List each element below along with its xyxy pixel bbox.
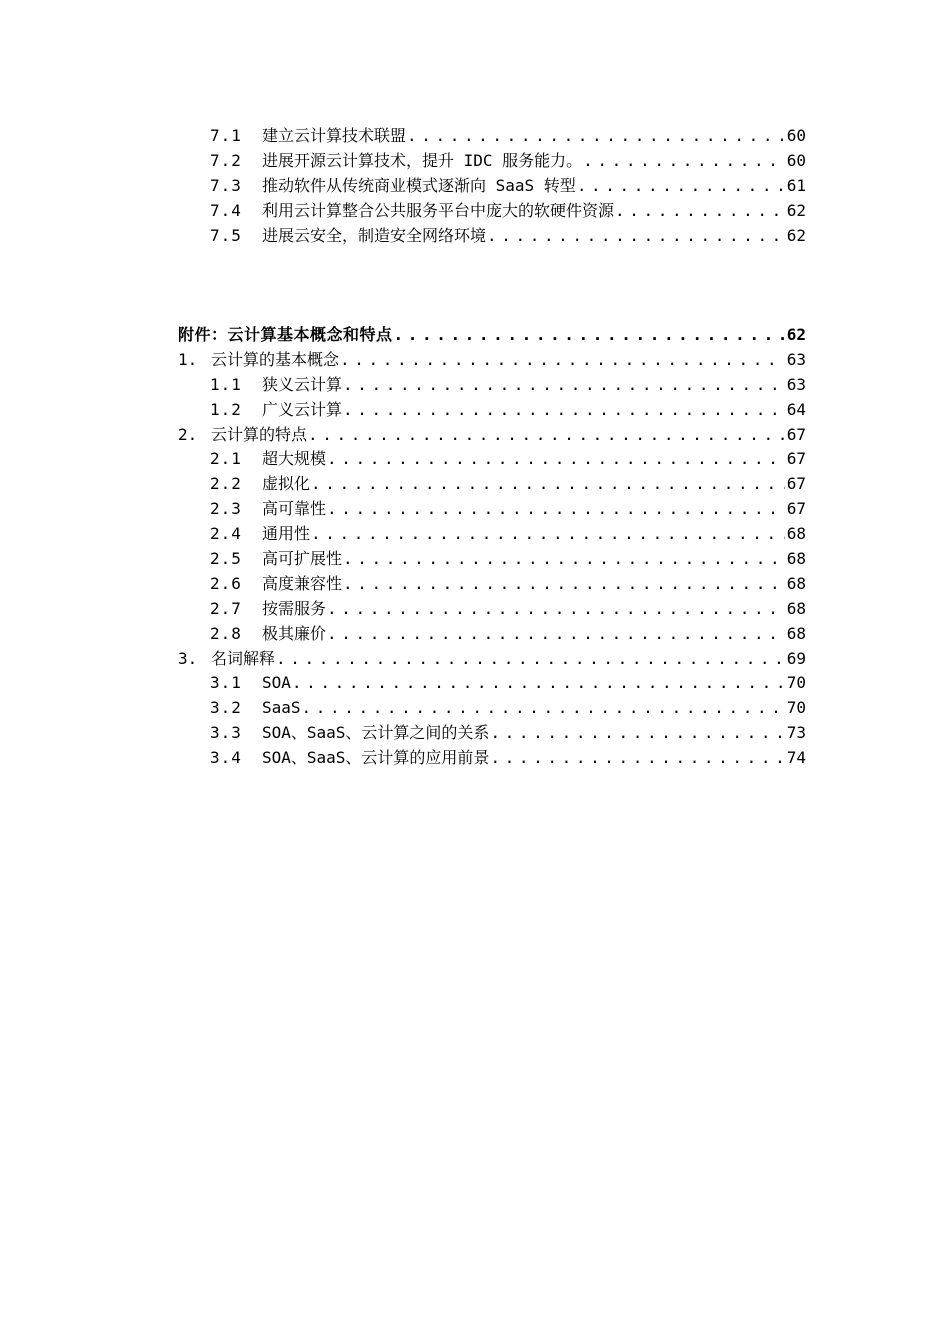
toc-entry[interactable]	[178, 746, 806, 771]
dot-leader	[490, 721, 784, 746]
dot-leader	[276, 647, 785, 672]
toc-entry-page-number: 67	[786, 424, 806, 444]
toc-entry-number: 2.6	[210, 573, 242, 593]
dot-leader	[292, 671, 785, 696]
toc-entry[interactable]	[178, 174, 806, 199]
toc-entry-number: 3.	[178, 648, 198, 668]
toc-entry-title: 通用性	[262, 524, 311, 544]
toc-entry-number: 2.4	[210, 524, 242, 544]
toc-entry-number: 1.	[178, 349, 198, 369]
toc-entry[interactable]	[178, 671, 806, 696]
toc-entry-number: 2.2	[210, 474, 242, 494]
toc-entry[interactable]	[178, 647, 806, 672]
toc-entry-page-number: 70	[786, 698, 806, 718]
toc-entry-page-number: 68	[786, 573, 806, 593]
toc-entry[interactable]	[178, 149, 806, 174]
dot-leader	[615, 199, 785, 224]
toc-entry-title: 高可扩展性	[262, 549, 343, 569]
toc-entry[interactable]	[178, 622, 806, 647]
toc-entry-number: 3.4	[210, 748, 242, 768]
dot-leader	[394, 323, 785, 348]
toc-entry-title: 按需服务	[262, 598, 327, 618]
toc-section-appendix	[178, 323, 806, 771]
toc-entry-number: 3.2	[210, 698, 242, 718]
toc-entry-page-number: 67	[786, 474, 806, 494]
dot-leader	[340, 348, 785, 373]
toc-entry[interactable]	[178, 572, 806, 597]
toc-entry-page-number: 68	[786, 524, 806, 544]
toc-entry-page-number: 62	[786, 200, 806, 220]
toc-entry[interactable]	[178, 224, 806, 249]
toc-entry-number: 2.5	[210, 549, 242, 569]
toc-entry-title: 附件：云计算基本概念和特点	[178, 325, 393, 344]
toc-entry-number: 7.1	[210, 126, 242, 145]
toc-entry-title: 利用云计算整合公共服务平台中庞大的软硬件资源	[262, 200, 615, 220]
toc-entry-title: 超大规模	[262, 449, 327, 469]
dot-leader	[311, 472, 785, 497]
dot-leader	[343, 398, 785, 423]
toc-entry-title: 云计算的基本概念	[211, 349, 340, 369]
toc-entry-page-number: 68	[786, 549, 806, 569]
toc-entry-page-number: 67	[786, 499, 806, 519]
toc-entry-number: 2.1	[210, 449, 242, 469]
toc-entry-page-number: 73	[786, 723, 806, 743]
toc-entry-title: 极其廉价	[262, 623, 327, 643]
toc-entry[interactable]	[178, 398, 806, 423]
toc-entry[interactable]	[178, 522, 806, 547]
toc-entry-page-number: 63	[786, 349, 806, 369]
toc-entry-number: 7.4	[210, 200, 242, 220]
toc-entry-title: 进展云安全，制造安全网络环境	[262, 225, 487, 245]
dot-leader	[343, 547, 785, 572]
toc-entry-page-number: 62	[786, 325, 806, 344]
toc-entry-title: 高可靠性	[262, 499, 327, 519]
dot-leader	[583, 149, 785, 174]
dot-leader	[327, 497, 785, 522]
toc-entry-number: 7.3	[210, 175, 242, 195]
toc-entry-page-number: 67	[786, 449, 806, 469]
dot-leader	[490, 746, 784, 771]
dot-leader	[302, 696, 785, 721]
dot-leader	[487, 224, 785, 249]
toc-entry-title: 高度兼容性	[262, 573, 343, 593]
toc-entry[interactable]	[178, 472, 806, 497]
toc-entry[interactable]	[178, 597, 806, 622]
dot-leader	[308, 423, 785, 448]
dot-leader	[311, 522, 785, 547]
dot-leader	[327, 597, 785, 622]
toc-entry[interactable]	[178, 348, 806, 373]
toc-entry-title: SaaS	[262, 698, 301, 718]
toc-entry-number: 2.7	[210, 598, 242, 618]
toc-entry-number: 2.	[178, 424, 198, 444]
toc-entry-number: 3.1	[210, 673, 242, 693]
toc-entry-page-number: 63	[786, 374, 806, 394]
toc-entry-page-number: 60	[786, 126, 806, 145]
toc-entry-page-number: 70	[786, 673, 806, 693]
toc-entry-page-number: 68	[786, 598, 806, 618]
toc-entry-page-number: 68	[786, 623, 806, 643]
toc-entry-page-number: 62	[786, 225, 806, 245]
toc-entry-title: SOA	[262, 673, 291, 693]
toc-entry-page-number: 60	[786, 150, 806, 170]
toc-entry-title: 广义云计算	[262, 399, 343, 419]
toc-entry[interactable]	[178, 124, 806, 149]
toc-entry[interactable]	[178, 721, 806, 746]
toc-entry[interactable]	[178, 547, 806, 572]
toc-entry-page-number: 74	[786, 748, 806, 768]
toc-entry-number: 3.3	[210, 723, 242, 743]
toc-entry-number: 1.2	[210, 399, 242, 419]
toc-entry-number: 2.3	[210, 499, 242, 519]
dot-leader	[327, 622, 785, 647]
toc-entry-title: 云计算的特点	[211, 424, 308, 444]
toc-entry-number: 7.5	[210, 225, 242, 245]
toc-entry-page-number: 64	[786, 399, 806, 419]
dot-leader	[407, 124, 785, 149]
dot-leader	[343, 373, 785, 398]
toc-entry[interactable]	[178, 696, 806, 721]
dot-leader	[327, 447, 785, 472]
toc-section-chapter-7	[178, 124, 806, 248]
toc-entry-title: 虚拟化	[262, 474, 311, 494]
toc-entry[interactable]	[178, 373, 806, 398]
toc-entry-number: 2.8	[210, 623, 242, 643]
toc-entry-title: 建立云计算技术联盟	[262, 126, 407, 145]
toc-entry-page-number: 61	[786, 175, 806, 195]
toc-entry-title: SOA、SaaS、云计算的应用前景	[262, 748, 490, 768]
dot-leader	[343, 572, 785, 597]
toc-entry[interactable]	[178, 423, 806, 448]
toc-entry[interactable]	[178, 323, 806, 348]
toc-entry-title: 狭义云计算	[262, 374, 343, 394]
toc-entry-number: 7.2	[210, 150, 242, 170]
toc-entry-title: SOA、SaaS、云计算之间的关系	[262, 723, 490, 743]
toc-entry[interactable]	[178, 447, 806, 472]
dot-leader	[577, 174, 785, 199]
toc-entry[interactable]	[178, 199, 806, 224]
toc-entry-title: 名词解释	[211, 648, 276, 668]
toc-entry-title: 进展开源云计算技术，提升 IDC 服务能力。	[262, 150, 583, 170]
toc-entry-title: 推动软件从传统商业模式逐渐向 SaaS 转型	[262, 175, 576, 195]
toc-entry[interactable]	[178, 497, 806, 522]
toc-entry-number: 1.1	[210, 374, 242, 394]
toc-entry-page-number: 69	[786, 648, 806, 668]
